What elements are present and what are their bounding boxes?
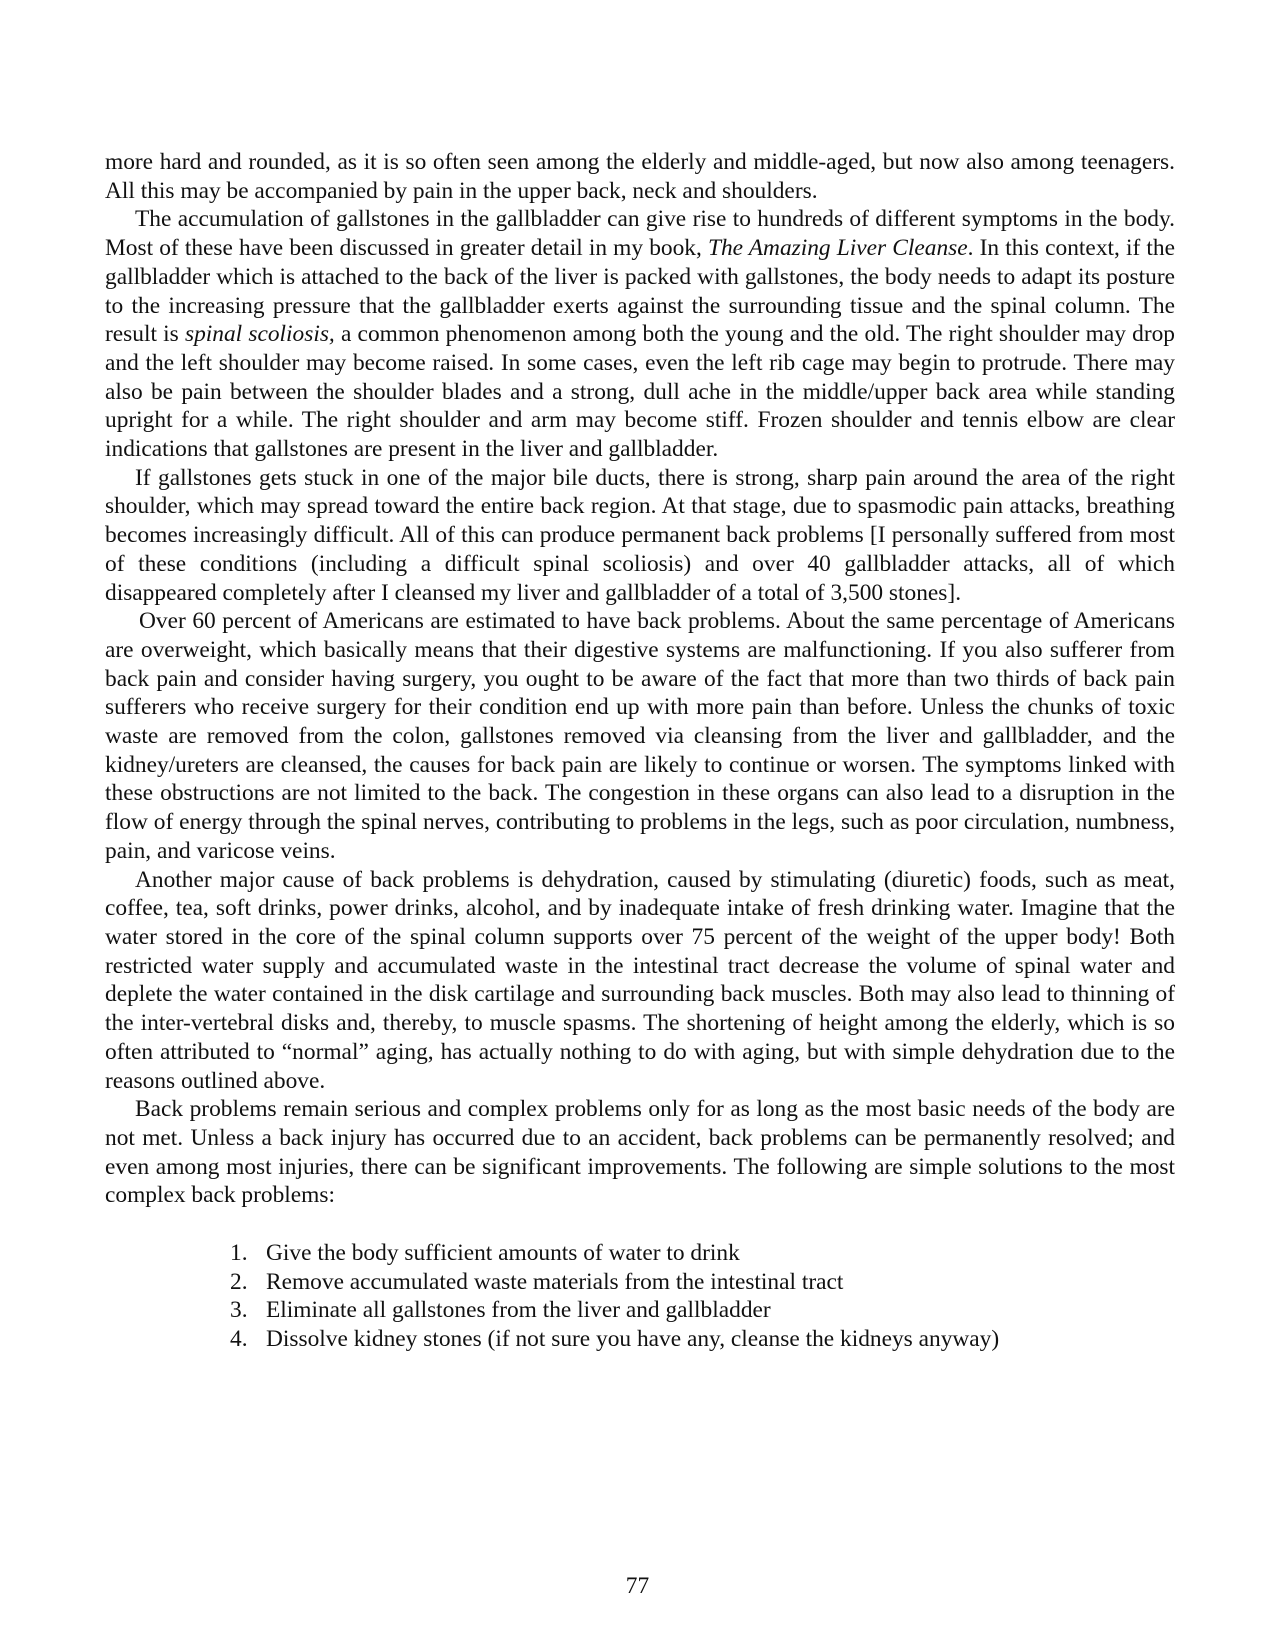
list-item [230, 1239, 1175, 1268]
page-body [105, 148, 1175, 1354]
list-item-number: 2. [230, 1268, 248, 1295]
paragraph-gallstone-symptoms: The accumulation of gallstones in the gallbladder can give rise to hundreds of different symptoms in the body. Most of these have been discussed in greater detail in my book, The Amazing Liver Cleanse. In this context, if the gallbladder which is attached to the back of the liver is packed with gallstones, the body needs to adapt its posture to the increasing pressure that the gallbladder exerts against the surrounding tissue and the spinal column. The result is spinal scoliosis, a common phenomenon among both the young and the old. The right shoulder may drop and the left shoulder may become raised. In some cases, even the left rib cage may begin to protrude. There may also be pain between the shoulder blades and a strong, dull ache in the middle/upper back area while standing upright for a while. The right shoulder and arm may become stiff. Frozen shoulder and tennis elbow are clear indications that gallstones are present in the liver and gallbladder. [105, 206, 1175, 463]
term-spinal-scoliosis: spinal scoliosis, [184, 321, 335, 348]
list-item-text: Dissolve kidney stones (if not sure you have any, cleanse the kidneys anyway) [266, 1326, 1000, 1353]
list-item-text: Give the body sufficient amounts of water to drink [266, 1240, 740, 1267]
paragraph-continued: more hard and rounded, as it is so often seen among the elderly and middle-aged, but now also among teenagers. All this may be accompanied by pain in the upper back, neck and shoulders. [105, 149, 1175, 204]
list-item-text: Eliminate all gallstones from the liver and gallbladder [266, 1297, 771, 1324]
list-item-text: Remove accumulated waste materials from the intestinal tract [266, 1268, 844, 1295]
page-number: 77 [625, 1573, 650, 1599]
list-item-number: 1. [230, 1240, 248, 1267]
list-item-number: 4. [230, 1326, 248, 1353]
list-item [230, 1296, 1175, 1325]
list-item [230, 1325, 1175, 1354]
paragraph-americans-back-problems: Over 60 percent of Americans are estimated to have back problems. About the same percentage of Americans are overweight, which basically means that their digestive systems are malfunctioning. If you also sufferer from back pain and consider having surgery, you ought to be aware of the fact that more than two thirds of back pain sufferers who receive surgery for their condition end up with more pain than before. Unless the chunks of toxic waste are removed from the colon, gallstones removed via cleansing from the liver and gallbladder, and the kidney/ureters are cleansed, the causes for back pain are likely to continue or worsen. The symptoms linked with these obstructions are not limited to the back. The congestion in these organs can also lead to a disruption in the flow of energy through the spinal nerves, contributing to problems in the legs, such as poor circulation, numbness, pain, and varicose veins. [105, 608, 1175, 864]
list-item-number: 3. [230, 1297, 248, 1324]
list-item [230, 1268, 1175, 1297]
paragraph-bile-ducts: If gallstones gets stuck in one of the major bile ducts, there is strong, sharp pain around the area of the right shoulder, which may spread toward the entire back region. At that stage, due to spasmodic pain attacks, breathing becomes increasingly difficult. All of this can produce permanent back problems [I personally suffered from most of these conditions (including a difficult spinal scoliosis) and over 40 gallbladder attacks, all of which disappeared completely after I cleansed my liver and gallbladder of a total of 3,500 stones]. [105, 464, 1175, 606]
paragraph-solutions-intro: Back problems remain serious and complex problems only for as long as the most basic needs of the body are not met. Unless a back injury has occurred due to an accident, back problems can be permanently resolved; and even among most injuries, there can be significant improvements. The following are simple solutions to the most complex back problems: [105, 1096, 1175, 1209]
book-title: The Amazing Liver Cleanse [707, 235, 968, 262]
solutions-list [105, 1239, 1175, 1354]
paragraph-dehydration: Another major cause of back problems is dehydration, caused by stimulating (diuretic) foods, such as meat, coffee, tea, soft drinks, power drinks, alcohol, and by inadequate intake of fresh drinking water. Imagine that the water stored in the core of the spinal column supports over 75 percent of the weight of the upper body! Both restricted water supply and accumulated waste in the intestinal tract decrease the volume of spinal water and deplete the water contained in the disk cartilage and surrounding back muscles. Both may also lead to thinning of the inter-vertebral disks and, thereby, to muscle spasms. The shortening of height among the elderly, which is so often attributed to “normal” aging, has actually nothing to do with aging, but with simple dehydration due to the reasons outlined above. [105, 866, 1175, 1094]
